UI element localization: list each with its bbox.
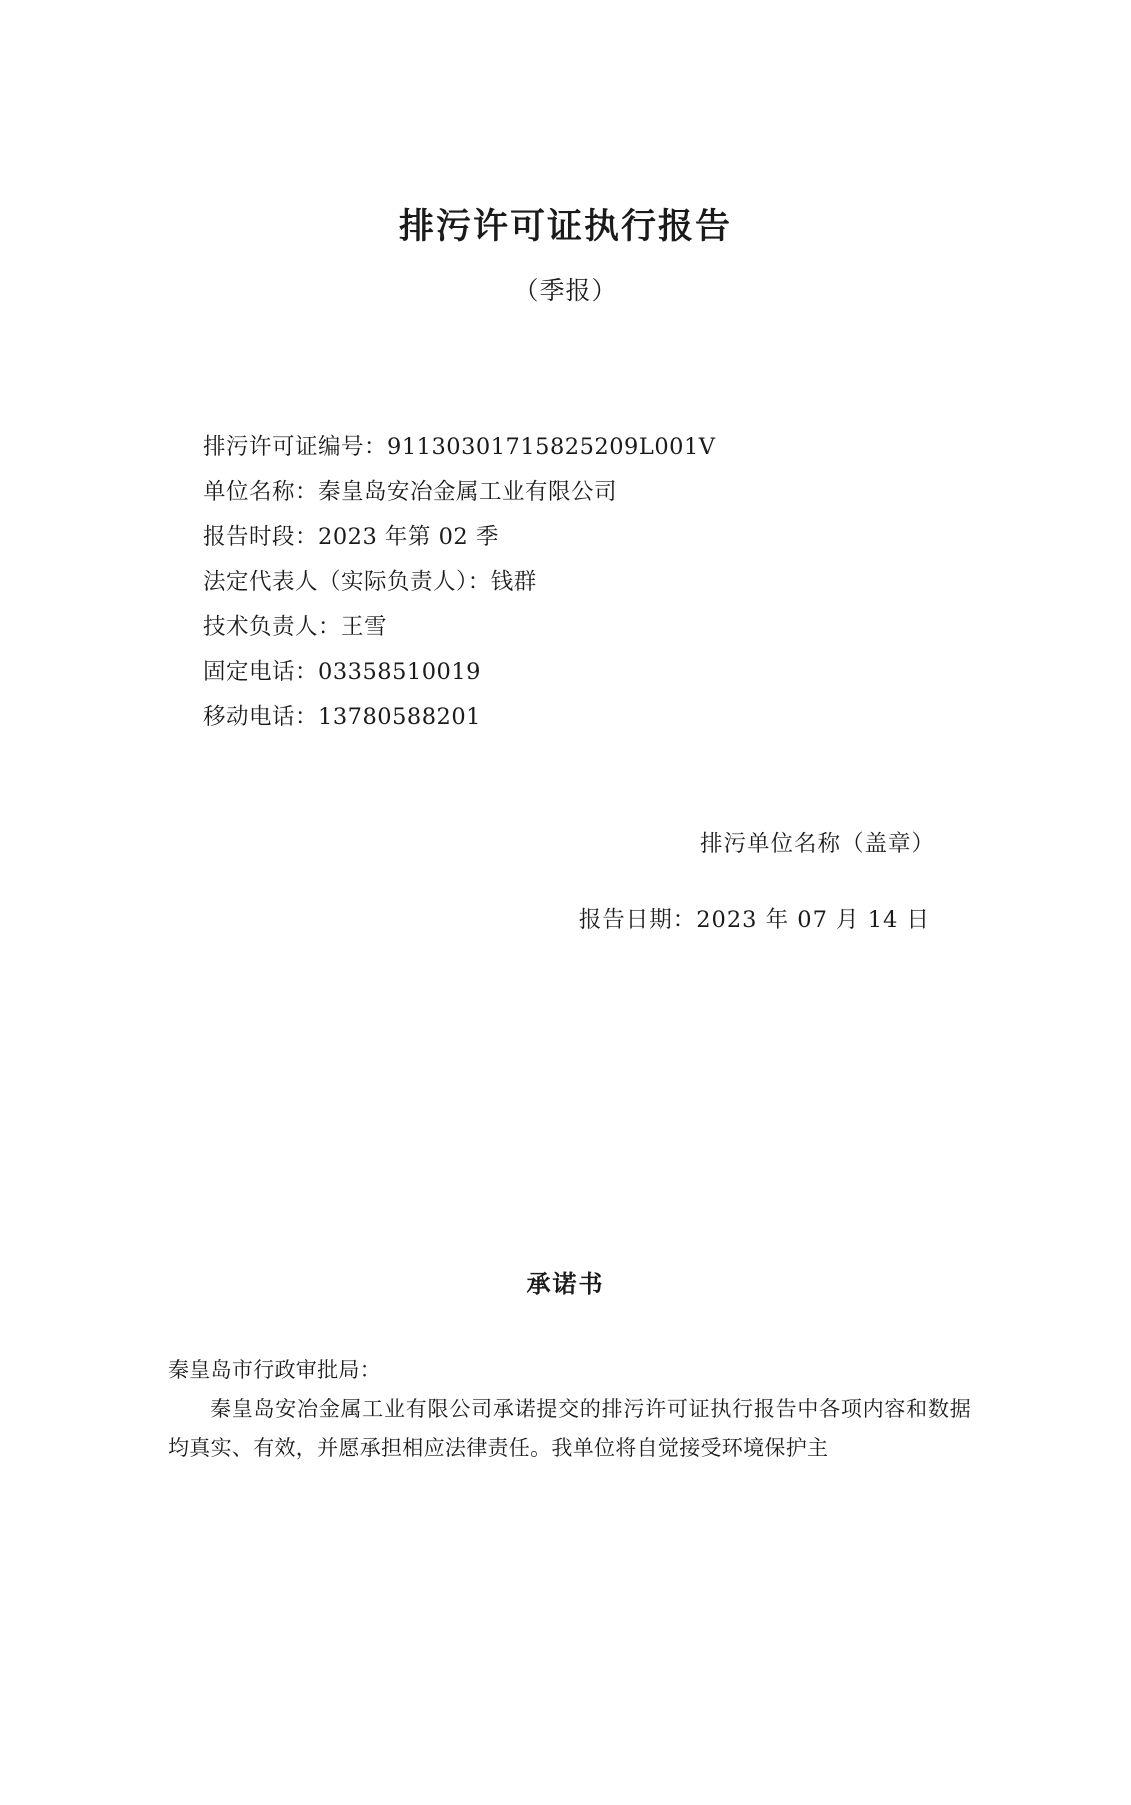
mobile-value: 13780588201 xyxy=(318,703,481,730)
permit-info-list xyxy=(0,425,1131,740)
report-date-line: 报告日期：2023 年 07 月 14 日 xyxy=(578,906,930,933)
technical-lead-value: 王雪 xyxy=(341,613,388,640)
signature-block xyxy=(0,826,1131,934)
legal-representative-value: 钱群 xyxy=(490,568,537,595)
page-subtitle: （季报） xyxy=(513,275,618,305)
commitment-body xyxy=(0,1351,1131,1468)
info-row-telephone xyxy=(203,650,1131,695)
info-row-report-period xyxy=(203,515,1131,560)
report-period-label: 报告时段： xyxy=(203,523,319,550)
info-row-permit-number xyxy=(203,425,1131,470)
unit-name-value: 秦皇岛安冶金属工业有限公司 xyxy=(318,478,618,505)
permit-number-label: 排污许可证编号： xyxy=(203,433,388,460)
info-row-technical-lead xyxy=(203,605,1131,650)
telephone-label: 固定电话： xyxy=(203,658,319,685)
commitment-paragraph: 秦皇岛安冶金属工业有限公司承诺提交的排污许可证执行报告中各项内容和数据均真实、有效，并愿承担相应法律责任。我单位将自觉接受环境保护主 xyxy=(168,1396,971,1460)
document-page xyxy=(0,205,1131,1805)
unit-seal-line: 排污单位名称（盖章） xyxy=(699,830,935,857)
page-title: 排污许可证执行报告 xyxy=(398,206,732,247)
info-row-unit-name xyxy=(203,470,1131,515)
mobile-label: 移动电话： xyxy=(203,703,319,730)
permit-number-value: 91130301715825209L001V xyxy=(387,433,716,460)
commitment-addressee: 秦皇岛市行政审批局： xyxy=(168,1357,381,1382)
commitment-heading: 承诺书 xyxy=(526,1268,605,1298)
legal-representative-label: 法定代表人（实际负责人）： xyxy=(203,568,491,595)
report-period-value: 2023 年第 02 季 xyxy=(318,523,499,550)
telephone-value: 03358510019 xyxy=(318,658,481,685)
unit-name-label: 单位名称： xyxy=(203,478,319,505)
info-row-legal-representative xyxy=(203,560,1131,605)
info-row-mobile xyxy=(203,695,1131,740)
technical-lead-label: 技术负责人： xyxy=(203,613,342,640)
